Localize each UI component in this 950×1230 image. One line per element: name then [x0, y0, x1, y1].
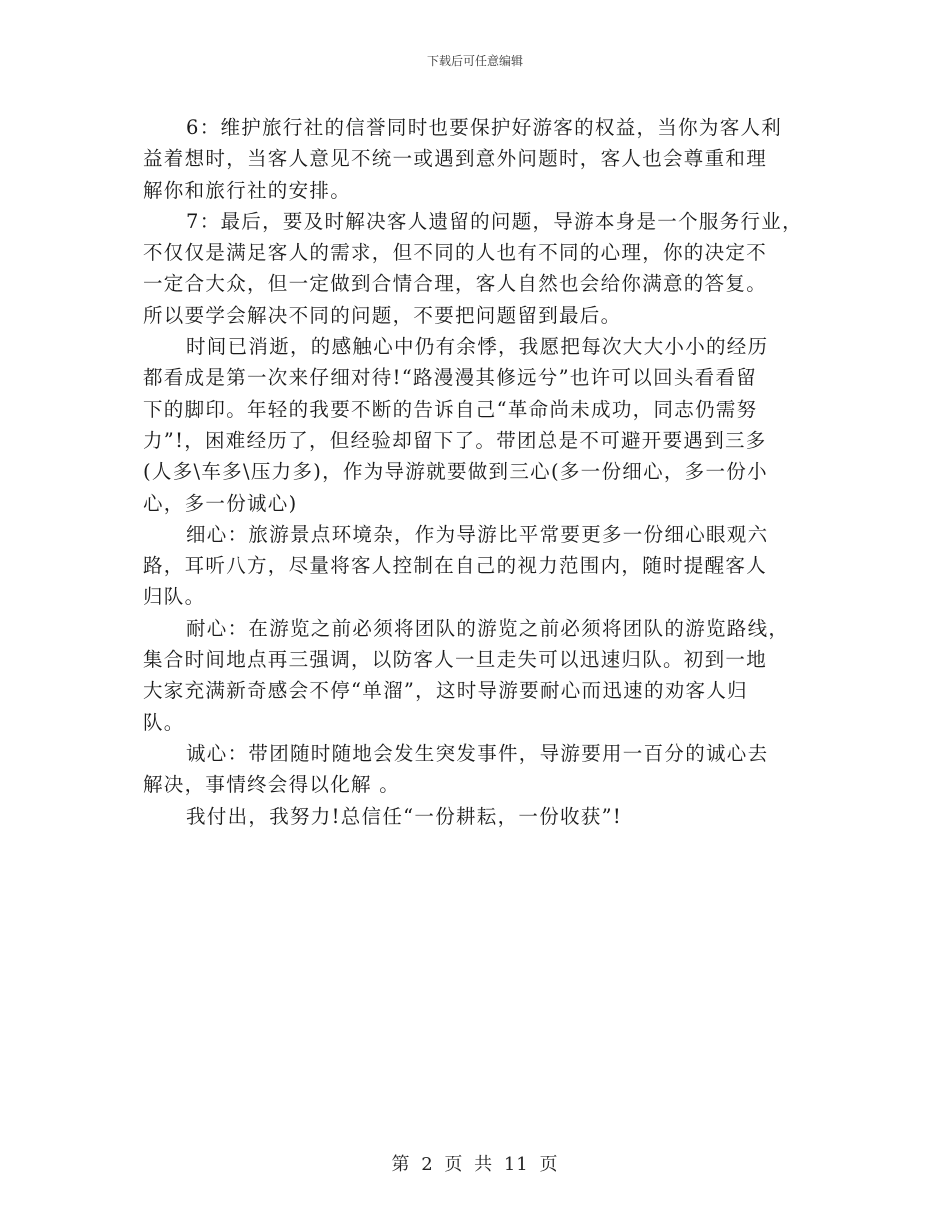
text-line: (人多\车多\压力多)，作为导游就要做到三心(多一份细心，多一份小	[143, 460, 768, 484]
text-line: 解决，事情终会得以化解 。	[143, 773, 401, 797]
text-line: 大家充满新奇感会不停“单溜”，这时导游要耐心而迅速的劝客人归	[143, 679, 748, 703]
text-line: 诚心：带团随时随地会发生突发事件，导游要用一百分的诚心去	[186, 741, 769, 765]
paragraph-reflection	[143, 331, 813, 519]
text-line: 我付出，我努力!总信任“一份耕耘，一份收获”!	[186, 804, 623, 828]
text-line: 集合时间地点再三强调，以防客人一旦走失可以迅速归队。初到一地	[143, 648, 768, 672]
text-line: 路，耳听八方，尽量将客人控制在自己的视力范围内，随时提醒客人	[143, 554, 768, 578]
text-line: 心，多一份诚心)	[143, 491, 298, 515]
text-line: 力”!，困难经历了，但经验却留下了。带团总是不可避开要遇到三多	[143, 428, 767, 452]
text-line: 时间已消逝，的感触心中仍有余悸，我愿把每次大大小小的经历	[186, 335, 769, 359]
text-line: 细心：旅游景点环境杂，作为导游比平常要更多一份细心眼观六	[186, 522, 769, 546]
text-line: 解你和旅行社的安排。	[143, 178, 352, 202]
paragraph-sincerity	[143, 738, 813, 801]
page-header-note: 下载后可任意编辑	[426, 54, 523, 68]
paragraph-closing	[143, 801, 813, 832]
text-line: 一定合大众，但一定做到合情合理，客人自然也会给你满意的答复。	[143, 272, 768, 296]
text-line: 队。	[143, 710, 185, 734]
paragraph-patience	[143, 613, 813, 738]
text-line: 归队。	[143, 585, 206, 609]
paragraph-7	[143, 206, 813, 331]
text-line: 下的脚印。年轻的我要不断的告诉自己“革命尚未成功，同志仍需努	[143, 397, 758, 421]
text-line: 7：最后，要及时解决客人遗留的问题，导游本身是一个服务行业，	[186, 209, 803, 233]
paragraph-carefulness	[143, 519, 813, 613]
text-line: 益着想时，当客人意见不统一或遇到意外问题时，客人也会尊重和理	[143, 147, 768, 171]
document-body	[143, 112, 813, 832]
text-line: 耐心：在游览之前必须将团队的游览之前必须将团队的游览路线，	[186, 616, 790, 640]
text-line: 都看成是第一次来仔细对待!“路漫漫其修远兮”也许可以回头看看留	[143, 366, 758, 390]
text-line: 所以要学会解决不同的问题，不要把问题留到最后。	[143, 303, 622, 327]
text-line: 6：维护旅行社的信誉同时也要保护好游客的权益，当你为客人利	[186, 116, 783, 139]
text-line: 不仅仅是满足客人的需求，但不同的人也有不同的心理，你的决定不	[143, 241, 768, 265]
paragraph-6	[143, 112, 813, 206]
page-number: 第 2 页 共 11 页	[391, 1154, 559, 1175]
